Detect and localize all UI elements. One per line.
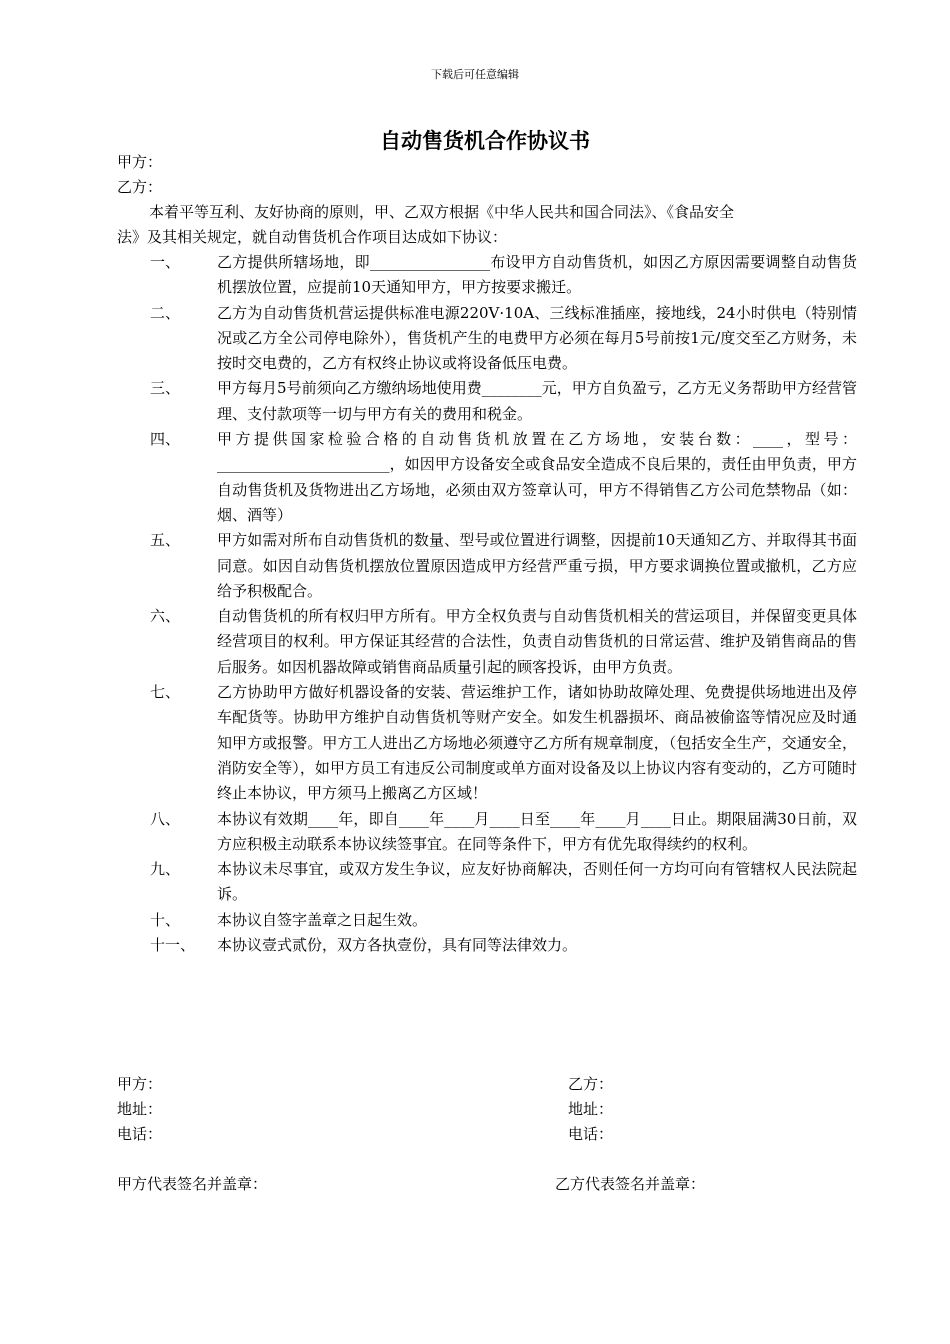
clause-number: 十、: [150, 910, 181, 929]
clause-text: 乙方为自动售货机营运提供标准电源220V·10A、三线标准插座，接地线，24小时供电（特别情况或乙方全公司停电除外），售货机产生的电费甲方必须在每月5号前按1元/度交至乙方财务，未按时交电费的，乙方有权终止协议或将设备低压电费。: [217, 303, 857, 373]
clause-9: [117, 857, 857, 908]
clause-4: [117, 427, 857, 528]
intro-paragraph: [117, 200, 852, 250]
party-a-rep-signature-label: 甲方代表签名并盖章：: [117, 1175, 268, 1193]
clause-number: 八、: [150, 809, 181, 828]
intro-line-1: 本着平等互利、友好协商的原则，甲、乙双方根据《中华人民共和国合同法》、《食品安全: [149, 203, 735, 221]
party-b-address-label: 地址：: [568, 1100, 614, 1118]
party-b-sign-label: 乙方：: [568, 1075, 614, 1093]
clause-number: 十一、: [150, 936, 196, 955]
clause-text: 甲方提供国家检验合格的自动售货机放置在乙方场地，安装台数：____，型号：_______________________，如因甲方设备安全或食品安全造成不良后果的，责任由甲负责，甲方自动售货机及货物进出乙方场地，必须由双方签章认可，甲方不得销售乙方公司危禁物品（如：烟、酒等）: [217, 430, 857, 524]
clause-8: [117, 807, 857, 858]
clause-text: 甲方如需对所布自动售货机的数量、型号或位置进行调整，因提前10天通知乙方、并取得其书面同意。如因自动售货机摆放位置原因造成甲方经营严重亏损，甲方要求调换位置或撤机，乙方应给予积极配合。: [217, 531, 857, 600]
party-b-label: 乙方：: [117, 178, 163, 196]
clause-number: 二、: [150, 303, 181, 322]
intro-line-2: 法》及其相关规定，就自动售货机合作项目达成如下协议：: [117, 228, 508, 246]
clause-text: 自动售货机的所有权归甲方所有。甲方全权负责与自动售货机相关的营运项目，并保留变更具体经营项目的权利。甲方保证其经营的合法性，负责自动售货机的日常运营、维护及销售商品的售后服务。如因机器故障或销售商品质量引起的顾客投诉，由甲方负责。: [217, 607, 857, 676]
party-b-phone-label: 电话：: [568, 1125, 614, 1143]
clause-number: 五、: [150, 531, 181, 550]
clause-number: 七、: [150, 683, 181, 702]
clause-text: 本协议壹式贰份，双方各执壹份，具有同等法律效力。: [217, 936, 578, 955]
clause-7: [117, 680, 857, 806]
clause-1: [117, 250, 857, 301]
document-title: 自动售货机合作协议书: [380, 129, 590, 153]
clause-6: [117, 604, 857, 680]
party-b-rep-signature-label: 乙方代表签名并盖章：: [555, 1175, 706, 1193]
clause-text: 乙方协助甲方做好机器设备的安装、营运维护工作，诸如协助故障处理、免费提供场地进出及停车配货等。协助甲方维护自动售货机等财产安全。如发生机器损坏、商品被偷盗等情况应及时通知甲方或报警。甲方工人进出乙方场地必须遵守乙方所有规章制度，（包括安全生产，交通安全，消防安全等），如甲方员工有违反公司制度或单方面对设备及以上协议内容有变动的，乙方可随时终止本协议，甲方须马上搬离乙方区域！: [217, 683, 857, 803]
clause-number: 三、: [150, 379, 181, 398]
clause-text: 本协议未尽事宜，或双方发生争议，应友好协商解决，否则任何一方均可向有管辖权人民法院起诉。: [217, 860, 857, 904]
clause-11: [117, 933, 857, 958]
clause-list: [117, 250, 857, 958]
clause-2: [117, 301, 857, 377]
party-a-sign-label: 甲方：: [117, 1075, 163, 1093]
clause-text: 乙方提供所辖场地，即________________布设甲方自动售货机，如因乙方原因需要调整自动售货机摆放位置，应提前10天通知甲方，甲方按要求搬迁。: [217, 253, 857, 297]
header-note: 下载后可任意编辑: [431, 68, 519, 81]
clause-number: 六、: [150, 607, 181, 626]
clause-number: 一、: [150, 253, 181, 271]
party-a-phone-label: 电话：: [117, 1125, 163, 1143]
clause-text: 甲方每月5号前须向乙方缴纳场地使用费________元，甲方自负盈亏，乙方无义务帮助甲方经营管理、支付款项等一切与甲方有关的费用和税金。: [217, 379, 857, 423]
clause-10: [117, 908, 857, 933]
party-a-label: 甲方：: [117, 153, 163, 171]
clause-number: 九、: [150, 860, 181, 879]
clause-number: 四、: [150, 430, 181, 449]
clause-5: [117, 528, 857, 604]
clause-text: 本协议有效期____年，即自____年____月____日至____年____月____日止。期限届满30日前，双方应积极主动联系本协议续签事宜。在同等条件下，甲方有优先取得续约的权利。: [217, 809, 857, 853]
clause-text: 本协议自签字盖章之日起生效。: [217, 910, 428, 929]
clause-3: [117, 376, 857, 427]
party-a-address-label: 地址：: [117, 1100, 163, 1118]
